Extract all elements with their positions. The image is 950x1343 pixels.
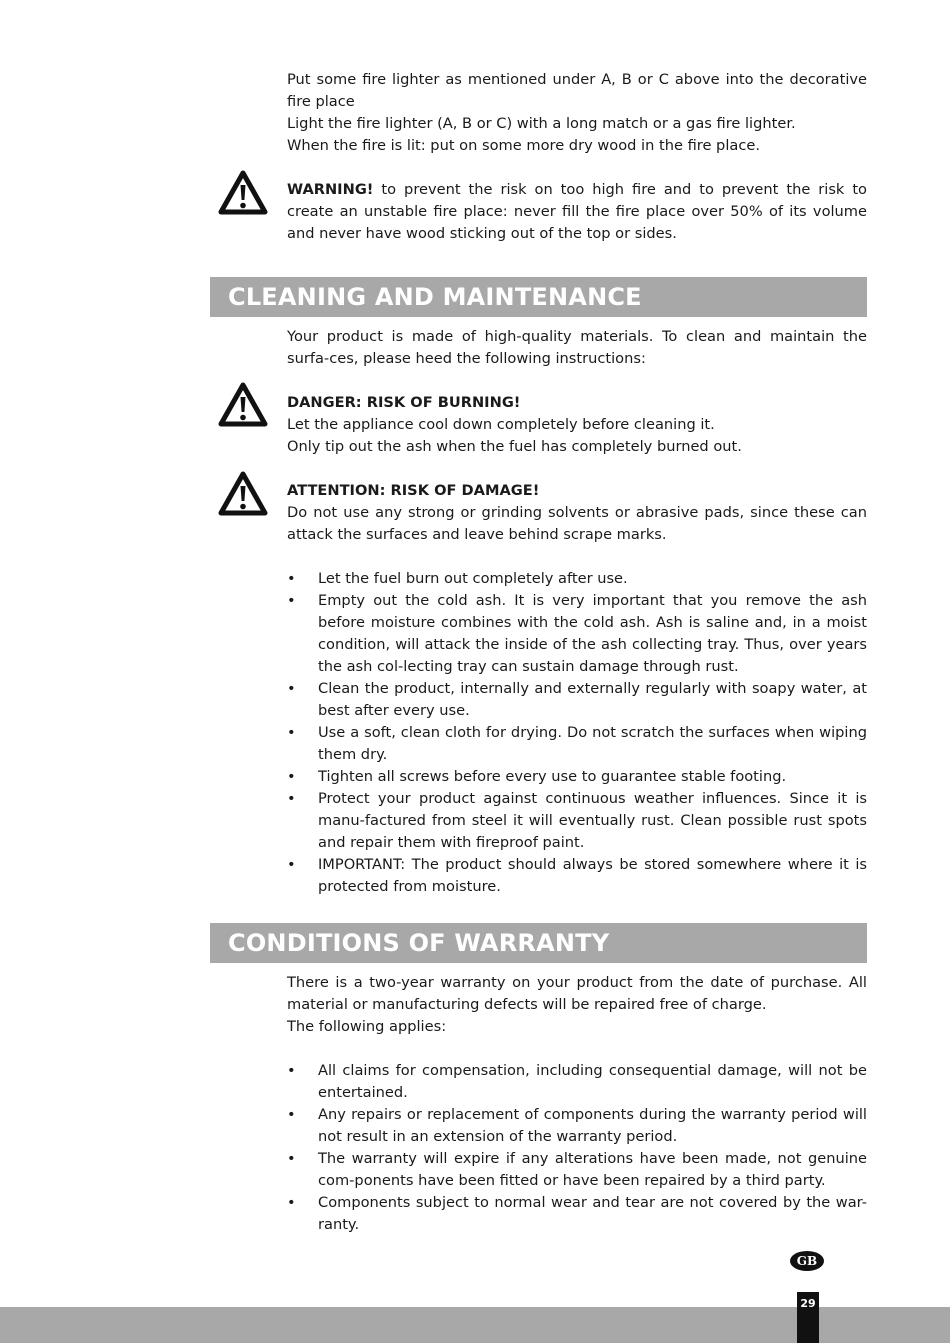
cleaning-intro-text: Your product is made of high-quality materials. To clean and maintain the surfa-ces, please heed the following instructions:: [287, 328, 867, 367]
section-heading-warranty: CONDITIONS OF WARRANTY: [210, 923, 867, 963]
list-item: • Clean the product, internally and externally regularly with soapy water, at best after every use.: [287, 678, 867, 722]
intro-line: When the fire is lit: put on some more dry wood in the fire place.: [287, 137, 760, 154]
danger-line: Let the appliance cool down completely before cleaning it.: [287, 416, 715, 433]
warning-note: [287, 179, 867, 245]
attention-text: Do not use any strong or grinding solvents or abrasive pads, since these can attack the surfaces and leave behind scrape marks.: [287, 504, 867, 543]
danger-note: [287, 392, 867, 458]
list-item: • IMPORTANT: The product should always be stored somewhere where it is protected from moisture.: [287, 854, 867, 898]
warranty-bullet-list: [287, 1060, 867, 1236]
page-number: 29: [797, 1292, 819, 1343]
list-item: • Protect your product against continuous weather influences. Since it is manu-factured from steel it will eventually rust. Clean possible rust spots and repair them with fireproof paint.: [287, 788, 867, 854]
warranty-intro-line: The following applies:: [287, 1018, 447, 1035]
list-item: • All claims for compensation, including consequential damage, will not be entertained.: [287, 1060, 867, 1104]
country-badge: GB: [790, 1251, 824, 1271]
list-item: • Use a soft, clean cloth for drying. Do not scratch the surfaces when wiping them dry.: [287, 722, 867, 766]
warning-triangle-icon: [218, 471, 268, 517]
list-item: • Empty out the cold ash. It is very important that you remove the ash before moisture combines with the cold ash. Ash is saline and, in a moist condition, will attack the inside of the ash collecting tray. Thus, over years the ash col-lecting tray can sustain damage through rust.: [287, 590, 867, 678]
section-heading-cleaning: CLEANING AND MAINTENANCE: [210, 277, 867, 317]
warning-triangle-icon: [218, 382, 268, 428]
cleaning-intro: [287, 326, 867, 370]
list-item: • The warranty will expire if any alterations have been made, not genuine com-ponents have been fitted or have been repaired by a third party.: [287, 1148, 867, 1192]
danger-label: DANGER: RISK OF BURNING!: [287, 394, 521, 411]
list-item: • Components subject to normal wear and tear are not covered by the war-ranty.: [287, 1192, 867, 1236]
attention-label: ATTENTION: RISK OF DAMAGE!: [287, 482, 540, 499]
list-item: • Tighten all screws before every use to guarantee stable footing.: [287, 766, 867, 788]
intro-line: Light the fire lighter (A, B or C) with a long match or a gas fire lighter.: [287, 115, 796, 132]
warranty-intro-line: There is a two-year warranty on your product from the date of purchase. All material or manufacturing defects will be repaired free of charge.: [287, 974, 867, 1013]
warning-label: WARNING!: [287, 181, 374, 198]
danger-line: Only tip out the ash when the fuel has completely burned out.: [287, 438, 742, 455]
warning-text: to prevent the risk on too high fire and to prevent the risk to create an unstable fire place: never fill the fire place over 50% of its volume and never have wood sticking out of the top or sides.: [287, 181, 867, 242]
cleaning-bullet-list: [287, 568, 867, 898]
intro-instructions: [287, 69, 867, 157]
attention-note: [287, 480, 867, 546]
list-item: • Any repairs or replacement of components during the warranty period will not result in an extension of the warranty period.: [287, 1104, 867, 1148]
intro-line: Put some fire lighter as mentioned under A, B or C above into the decorative fire place: [287, 71, 867, 110]
warning-triangle-icon: [218, 170, 268, 216]
warranty-intro: [287, 972, 867, 1038]
list-item: • Let the fuel burn out completely after use.: [287, 568, 867, 590]
